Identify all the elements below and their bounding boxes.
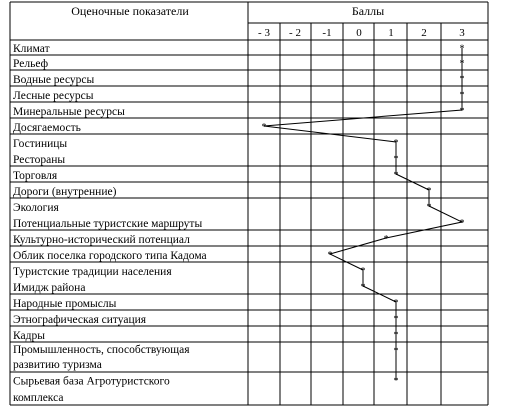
scale-label: -1 — [322, 27, 332, 39]
score-marker: * — [459, 90, 465, 101]
scale-label: 1 — [388, 27, 394, 39]
score-marker: * — [393, 154, 399, 165]
score-marker: * — [459, 106, 465, 117]
row-label: Кадры — [13, 330, 45, 342]
row-label: Экология — [13, 202, 59, 214]
header-scores: Баллы — [351, 4, 385, 18]
score-marker: * — [383, 234, 389, 245]
score-marker: * — [393, 314, 399, 325]
row-label: развитию туризма — [13, 359, 102, 371]
row-label: Облик поселка городского типа Кадома — [13, 250, 207, 262]
row-label: Имидж района — [13, 282, 86, 294]
row-label: Рельеф — [13, 58, 49, 70]
header-indicators: Оценочные показатели — [71, 4, 189, 18]
row-label: Водные ресурсы — [13, 74, 95, 86]
row-label: Этнографическая ситуация — [13, 314, 147, 326]
row-labels — [13, 43, 207, 404]
scale-label: 3 — [459, 27, 465, 39]
score-marker: * — [393, 330, 399, 341]
score-marker: * — [393, 138, 399, 149]
row-label: Досягаемость — [13, 122, 81, 134]
score-marker: * — [426, 186, 432, 197]
row-label: Климат — [13, 43, 50, 55]
row-label: Народные промыслы — [13, 298, 117, 310]
row-label: Минеральные ресурсы — [13, 106, 125, 118]
scale-label: 0 — [356, 27, 362, 39]
row-label: Торговля — [13, 170, 58, 182]
row-label: Культурно-исторический потенциал — [13, 234, 190, 246]
row-label: Гостиницы — [13, 138, 68, 150]
scale-labels — [258, 27, 465, 39]
score-marker: * — [360, 266, 366, 277]
row-label: Сырьевая база Агротуристского — [13, 375, 170, 388]
profile-line — [261, 48, 462, 381]
score-marker: * — [459, 218, 465, 229]
score-marker: * — [459, 58, 465, 70]
score-marker: * — [393, 376, 399, 387]
row-label: Дороги (внутренние) — [13, 186, 117, 198]
score-marker: * — [393, 170, 399, 181]
profile-markers — [262, 44, 465, 388]
scale-label: - 3 — [258, 27, 270, 39]
row-label: Потенциальные туристские маршруты — [13, 218, 203, 230]
score-marker: * — [327, 250, 333, 261]
score-marker: * — [360, 282, 366, 293]
score-marker: * — [459, 43, 465, 55]
row-label: Лесные ресурсы — [13, 90, 94, 102]
score-marker: * — [393, 298, 399, 309]
row-label: Рестораны — [13, 154, 66, 166]
row-label: комплекса — [13, 392, 64, 404]
row-label: Промышленность, способствующая — [13, 344, 190, 356]
score-marker: * — [261, 122, 267, 133]
row-label: Туристские традиции населения — [13, 266, 172, 278]
score-marker: * — [459, 74, 465, 85]
scale-label: 2 — [421, 27, 427, 39]
score-marker: * — [393, 346, 399, 357]
scale-label: - 2 — [289, 27, 301, 39]
score-marker: * — [426, 202, 432, 213]
